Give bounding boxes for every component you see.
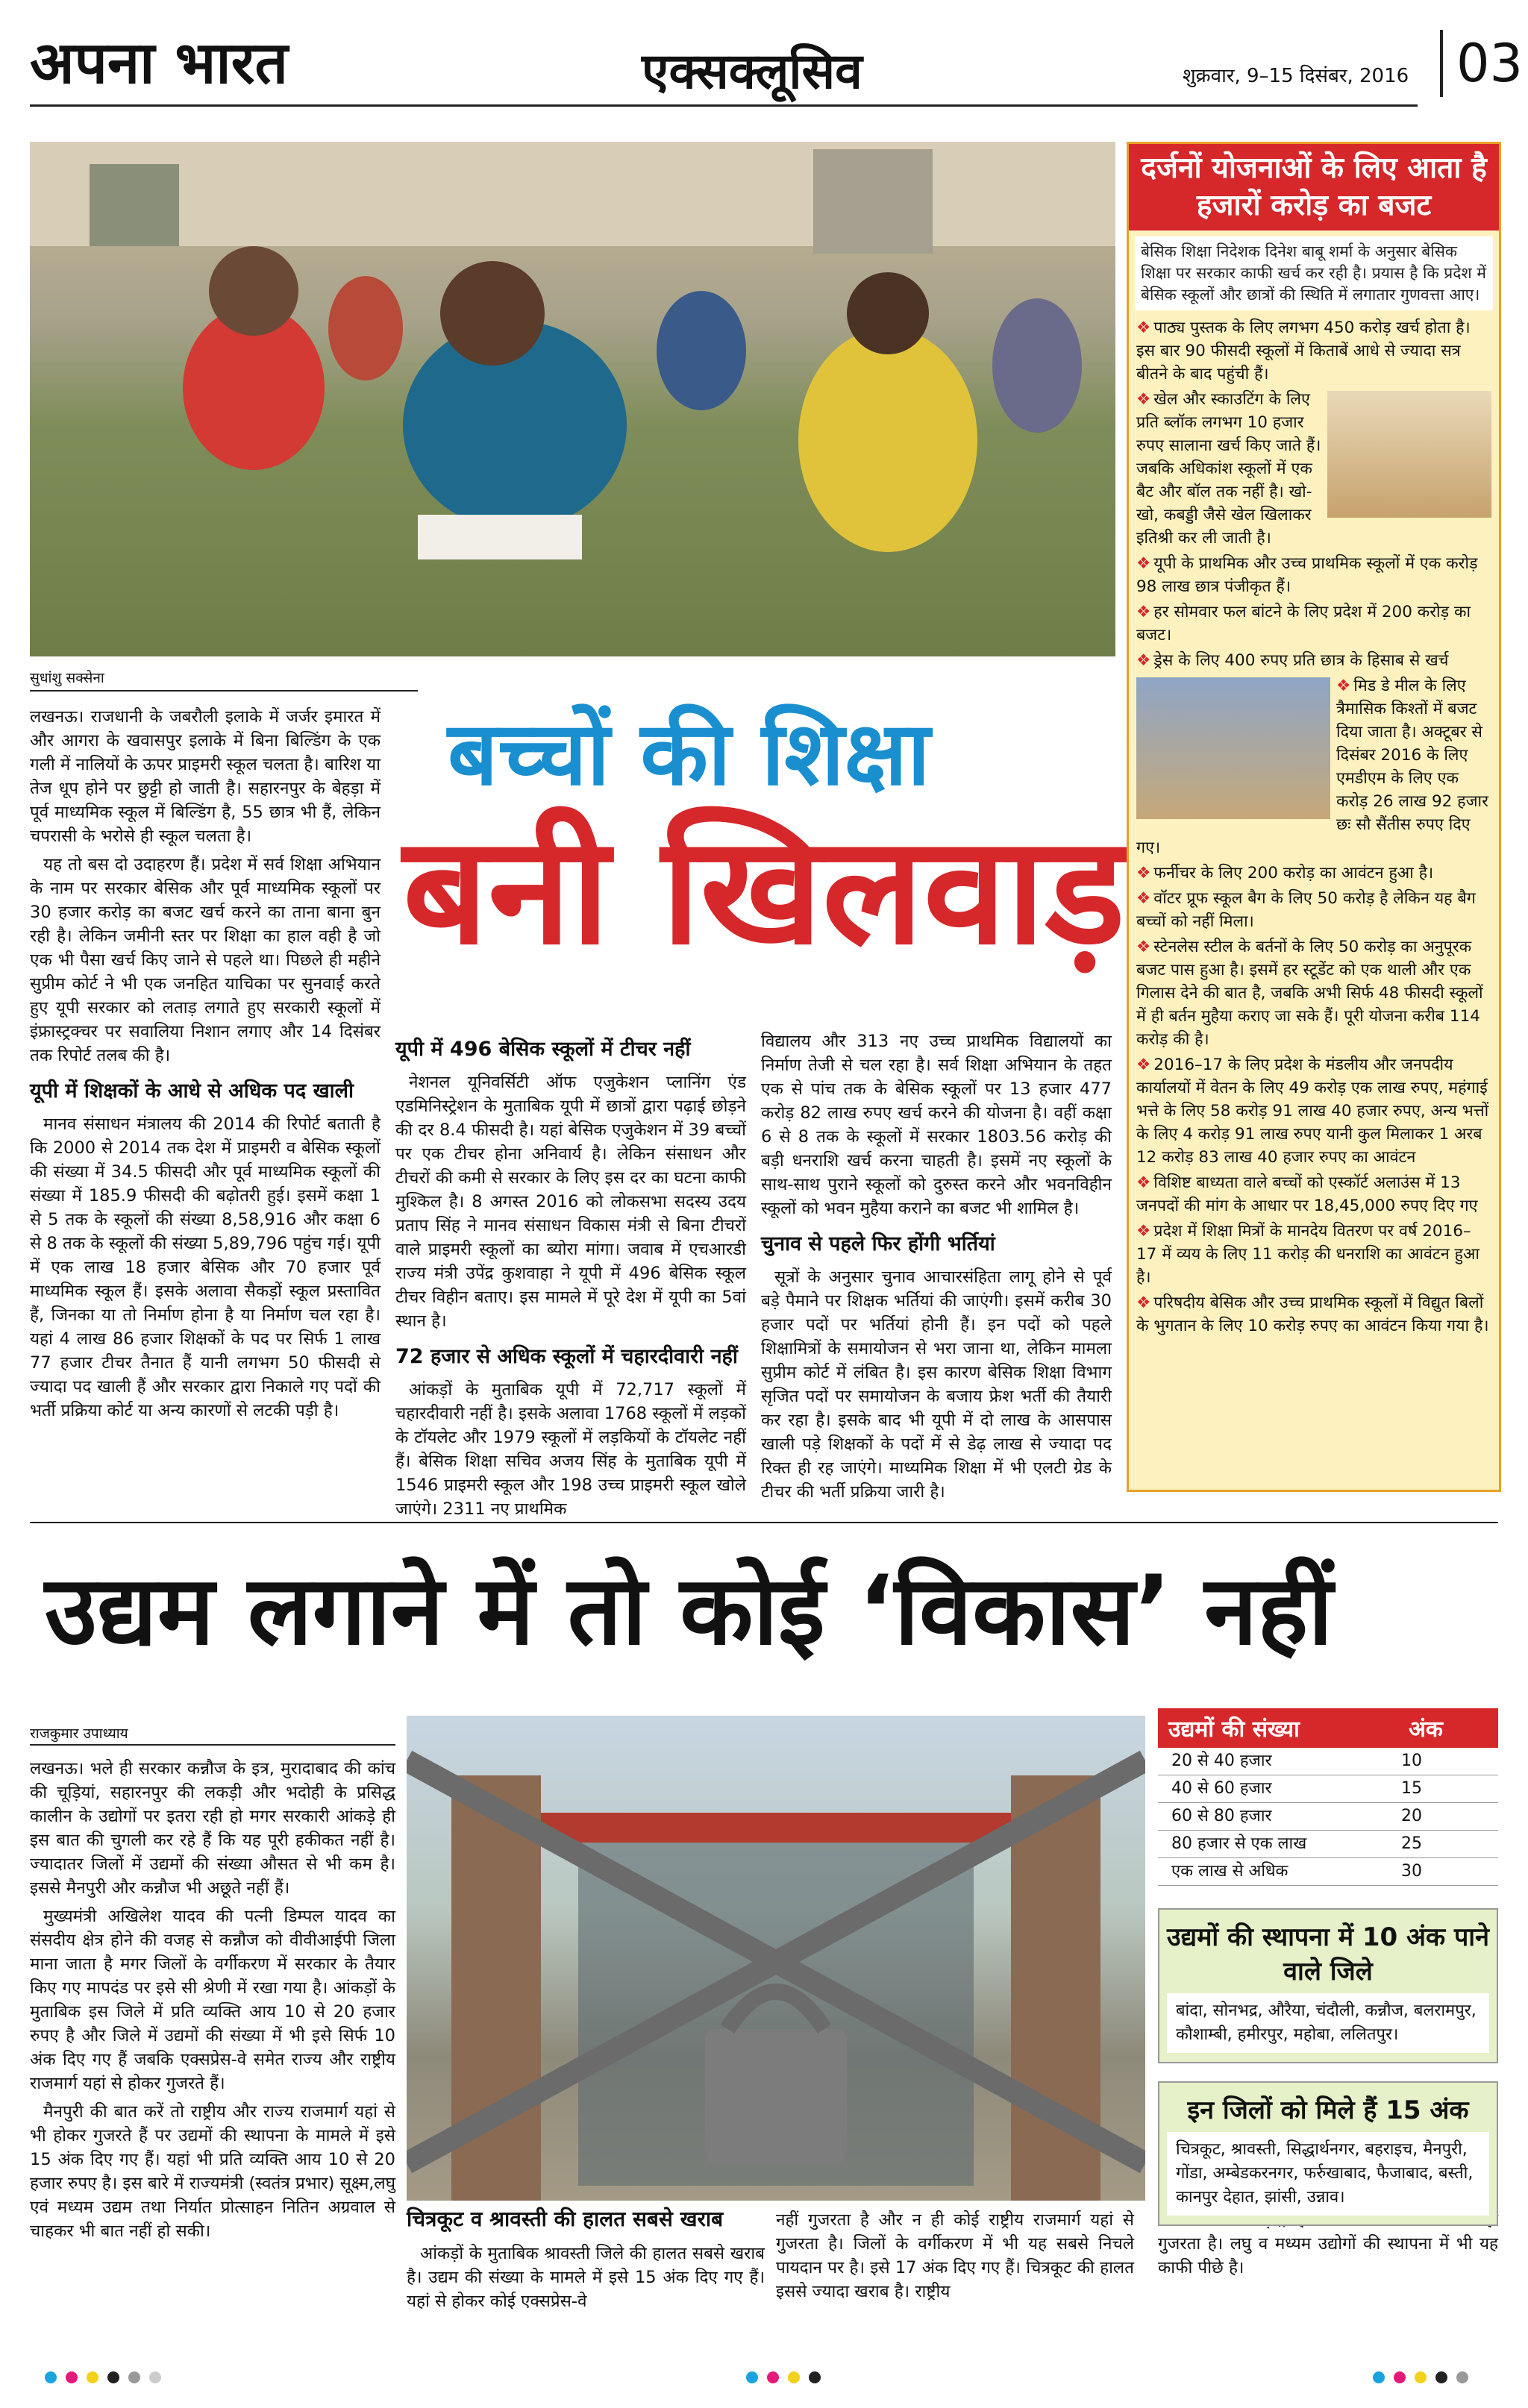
story2-col4-paragraph: गुजरता है। लघु व मध्यम उद्योगों की स्थापना में भी यह काफी पीछे है। (1158, 2234, 1498, 2277)
table-row (1158, 1831, 1498, 1858)
box-heading: उद्यमों की स्थापना में 10 अंक पाने वाले जिले (1167, 1922, 1489, 1987)
fifteen-points-box (1158, 2081, 1498, 2226)
byline-rule (30, 690, 418, 692)
story2-column2 (407, 2242, 765, 2318)
cyan-dot-icon (746, 2371, 758, 2383)
sidebar-heading: दर्जनों योजनाओं के लिए आता है हजारों करोड़ का बजट (1129, 144, 1499, 231)
table-cell: 80 हजार से एक लाख (1171, 1834, 1307, 1853)
box-body: चित्रकूट, श्रावस्ती, सिद्धार्थनगर, बहराइच, मैनपुरी, गोंडा, अम्बेडकरनगर, फर्रुखाबाद, फैजाबाद, बस्ती, कानपुर देहात, झांसी, उन्नाव। (1167, 2132, 1489, 2216)
registration-marks-right (1373, 2368, 1468, 2386)
table-row (1158, 1803, 1498, 1831)
box-heading: इन जिलों को मिले हैं 15 अंक (1187, 2095, 1469, 2125)
mid-day-meal-photo (1136, 677, 1330, 819)
page-number: 03 (1440, 30, 1523, 97)
sidebar-item: ❖ विशिष्ट बाध्यता वाले बच्चों को एस्कॉर्ट अलाउंस में 13 जनपदों की मांग के आधार पर 18,45,000 रुपए दिए गए (1136, 1173, 1478, 1215)
story2-column3 (776, 2208, 1134, 2308)
cyan-dot-icon (1373, 2371, 1385, 2383)
story1-col3-subheading: चुनाव से पहले फिर होंगी भर्तियां (761, 1232, 995, 1255)
box-body: बांदा, सोनभद्र, औरैया, चंदौली, कन्नौज, बलरामपुर, कौशाम्बी, हमीरपुर, महोबा, ललितपुर। (1167, 1993, 1489, 2053)
diamond-bullet-icon: ❖ (1136, 864, 1151, 882)
sidebar-item: ❖ वॉटर प्रूफ स्कूल बैग के लिए 50 करोड़ है लेकिन यह बैग बच्चों को नहीं मिला। (1136, 889, 1476, 931)
magenta-dot-icon (66, 2371, 78, 2383)
diamond-bullet-icon: ❖ (1136, 554, 1151, 573)
story2-col2-paragraph: आंकड़ों के मुताबिक श्रावस्ती जिले की हालत सबसे खराब है। उद्यम की संख्या के मामले में इसे 15 अंक दिए गए हैं। यहां से होकर कोई एक्सप्रेस-वे (407, 2244, 765, 2311)
diamond-bullet-icon: ❖ (1136, 319, 1151, 337)
story2-col1-paragraph: मैनपुरी की बात करें तो राष्ट्रीय और राज्य राजमार्ग यहां से भी होकर गुजरते हैं पर उद्यमों की स्थापना के मामले में इसे 15 अंक दिए गए हैं। यहां भी प्रति व्यक्ति आय 10 से 20 हजार रुपए है। इस बारे में राज्यमंत्री (स्वतंत्र प्रभार) सूक्ष्म,लघु एवं मध्यम उद्यम तथा निर्यात प्रोत्साहन नितिन अग्रवाल से चाहकर भी बात नहीं हो सकी। (30, 2102, 395, 2241)
locked-gate-photo (407, 1716, 1145, 2201)
table-header-cell: उद्यमों की संख्या (1168, 1716, 1300, 1743)
yellow-dot-icon (1415, 2371, 1427, 2383)
diamond-bullet-icon: ❖ (1136, 1056, 1151, 1074)
issue-date: शुक्रवार, 9–15 दिसंबर, 2016 (1183, 65, 1409, 87)
table-cell: 40 से 60 हजार (1171, 1779, 1272, 1798)
sidebar-item: ❖ परिषदीय बेसिक और उच्च प्राथमिक स्कूलों में विद्युत बिलों के भुगतान के लिए 10 करोड़ रुपए का आवंटन किया गया है। (1136, 1294, 1489, 1335)
story1-col2-subheading: यूपी में 496 बेसिक स्कूलों में टीचर नहीं (395, 1038, 691, 1061)
registration-marks-left (45, 2368, 161, 2386)
table-cell: 10 (1401, 1752, 1422, 1770)
children-classroom-photo (30, 142, 1115, 656)
story1-col1-subheading: यूपी में शिक्षकों के आधे से अधिक पद खाली (30, 1079, 354, 1103)
story1-column1 (30, 705, 381, 1427)
table-header-cell: अंक (1409, 1716, 1443, 1743)
newspaper-title: अपना भारत (30, 30, 288, 97)
table-cell: एक लाख से अधिक (1171, 1862, 1289, 1881)
registration-marks-center (746, 2368, 821, 2386)
story1-headline-line1: बच्चों की शिक्षा (448, 702, 930, 805)
sidebar-item: ❖ फर्नीचर के लिए 200 करोड़ का आवंटन हुआ है। (1136, 864, 1434, 882)
cyan-dot-icon (45, 2371, 57, 2383)
story2-col1-paragraph: लखनऊ। भले ही सरकार कन्नौज के इत्र, मुरादाबाद की कांच की चूड़ियां, सहारनपुर की लकड़ी और भदोही के प्रसिद्ध कालीन के उद्योगों पर इतरा रही हो मगर सरकारी आंकड़े ही इस बात की चुगली कर रहे हैं कि यह पूरी हकीकत नहीं है। ज्यादातर जिलों में उद्यमों की संख्या औसत से भी कम है। इससे मैनपुरी और कन्नौज भी अछूते नहीं हैं। (30, 1759, 395, 1898)
table-row (1158, 1775, 1498, 1803)
story1-headline-line2: बनी खिलवाड़ (403, 804, 1125, 978)
table-header (1158, 1708, 1498, 1748)
gray-dot-icon (1456, 2371, 1468, 2383)
black-dot-icon (107, 2371, 119, 2383)
table-cell: 15 (1401, 1779, 1422, 1798)
sidebar-item: ❖ मिड डे मील के लिए त्रैमासिक किश्तों में बजट दिया जाता है। अक्टूबर से दिसंबर 2016 के लिए एमडीएम के लिए एक करोड़ 26 लाख 92 हजार छः सौ सैंतीस रुपए दिए गए। (1136, 677, 1488, 857)
magenta-dot-icon (1394, 2371, 1406, 2383)
sidebar-item: ❖ स्टेनलेस स्टील के बर्तनों के लिए 50 करोड़ का अनुपूरक बजट पास हुआ है। इसमें हर स्टूडेंट को एक थाली और एक गिलास देने की बात है, जबकि अभी सिर्फ 48 फीसदी स्कूलों में ही बर्तन मुहैया कराए जा सके हैं। पूरी योजना करीब 114 करोड़ की है। (1136, 938, 1483, 1049)
story1-col1-paragraph: मानव संसाधन मंत्रालय की 2014 की रिपोर्ट बताती है कि 2000 से 2014 तक देश में प्राइमरी व बेसिक स्कूलों की संख्या में 34.5 फीसदी और पूर्व माध्यमिक स्कूलों की संख्या में 185.9 फीसदी की बढ़ोतरी हुई। इसमें कक्षा 1 से 5 तक के स्कूलों की संख्या 8,58,916 और कक्षा 6 से 8 तक के स्कूलों की संख्या 5,89,796 पहुंच गई। यूपी में एक लाख 18 हजार बेसिक और 70 हजार पूर्व माध्यमिक स्कूल हैं। इसके अलावा सैकड़ों स्कूल प्रस्तावित हैं, जिनका या तो निर्माण होना है या निर्माण चल रहा है। यहां 4 लाख 86 हजार शिक्षकों के पद पर सिर्फ 1 लाख 77 हजार टीचर तैनात हैं यानी लगभग 50 फीसदी से ज्यादा पद खाली हैं और सरकार द्वारा निकाले गए पदों की भर्ती प्रक्रिया कोर्ट या अन्य कारणों से लटकी पड़ी है। (30, 1114, 381, 1420)
black-dot-icon (1435, 2371, 1447, 2383)
magenta-dot-icon (767, 2371, 779, 2383)
masthead (30, 22, 1524, 104)
table-row (1158, 1858, 1498, 1886)
story1-col1-paragraph: यह तो बस दो उदाहरण हैं। प्रदेश में सर्व शिक्षा अभियान के नाम पर सरकार बेसिक और पूर्व माध्यमिक स्कूलों पर 30 हजार करोड़ का बजट खर्च करने का ताना बाना बुन रही है। लेकिन जमीनी स्तर पर शिक्षा का हाल वही है जो एक भी पैसा खर्च किए जाने से पहले था। पिछले ही महीने सुप्रीम कोर्ट ने भी एक जनहित याचिका पर सुनवाई करते हुए यूपी सरकार को लताड़ लगाते हुए सरकारी स्कूलों में इंफ्रास्ट्रक्चर पर सवालिया निशान लगाए और 14 दिसंबर तक रिपोर्ट तलब की है। (30, 855, 381, 1065)
sidebar-item: ❖ 2016–17 के लिए प्रदेश के मंडलीय और जनपदीय कार्यालयों में वेतन के लिए 49 करोड़ एक लाख रुपए, महंगाई भत्ते के लिए 58 करोड़ 91 लाख 40 हजार रुपए, अन्य भत्तों के लिए 4 करोड़ 91 लाख रुपए यानी कुल मिलाकर 1 अरब 12 करोड़ 83 लाख 40 हजार रुपए का आवंटन (1136, 1056, 1489, 1167)
sidebar-intro: बेसिक शिक्षा निदेशक दिनेश बाबू शर्मा के अनुसार बेसिक शिक्षा पर सरकार काफी खर्च कर रही है। प्रयास है कि प्रदेश में बेसिक स्कूलों और छात्रों की स्थिति में लगातार गुणवत्ता आए। (1135, 236, 1493, 310)
gray-dot-icon (128, 2371, 140, 2383)
children-playing-photo (1327, 391, 1491, 518)
sidebar-item: ❖ प्रदेश में शिक्षा मित्रों के मानदेय वितरण पर वर्ष 2016–17 में व्यय के लिए 11 करोड़ की धनराशि का आवंटन हुआ है। (1136, 1222, 1480, 1287)
table-cell: 30 (1401, 1862, 1422, 1881)
table-row (1158, 1748, 1498, 1775)
diamond-bullet-icon: ❖ (1136, 1294, 1151, 1312)
story2-byline: राजकुमार उपाध्याय (30, 1725, 128, 1742)
story1-col1-paragraph: लखनऊ। राजधानी के जबरौली इलाके में जर्जर इमारत में और आगरा के खवासपुर इलाके में बिना बिल्डिंग के एक गली में नालियों के ऊपर प्राइमरी स्कूल चलता है। बारिश या तेज धूप होने पर छुट्टी हो जाती है। सहारनपुर के बेहड़ा में पूर्व माध्यमिक स्कूल में बिल्डिंग है, 55 छात्र भी हैं, लेकिन चपरासी के भरोसे ही स्कूल चलता है। (30, 707, 381, 846)
table-cell: 25 (1401, 1834, 1422, 1853)
story2-headline: उद्यम लगाने में तो कोई ‘विकास’ नहीं (45, 1555, 1333, 1667)
story1-col2-paragraph: नेशनल यूनिवर्सिटी ऑफ एजुकेशन प्लानिंग एंड एडमिनिस्ट्रेशन के मुताबिक यूपी में छात्रों द्वारा पढ़ाई छोड़ने की दर 8.4 फीसदी है। यहां बेसिक एजुकेशन में 39 बच्चों पर एक टीचर होना अनिवार्य है। लेकिन संसाधन और टीचरों की कमी से सरकार के लिए इस दर का घटना काफी मुश्किल है। 8 अगस्त 2016 को लोकसभा सदस्य उदय प्रताप सिंह ने मानव संसाधन विकास मंत्री से बिना टीचरों वाले प्राइमरी स्कूलों का ब्योरा मांगा। जवाब में एचआरडी राज्य मंत्री उपेंद्र कुशवाहा ने यूपी में 496 बेसिक स्कूल टीचर विहीन बताए। इस मामले में पूरे देश में यूपी का 5वां स्थान है। (395, 1073, 746, 1331)
story1-byline: सुधांशु सक्सेना (30, 670, 104, 686)
table-cell: 20 से 40 हजार (1171, 1752, 1272, 1770)
yellow-dot-icon (87, 2371, 98, 2383)
story1-column2 (395, 1026, 746, 1526)
diamond-bullet-icon: ❖ (1136, 390, 1151, 409)
sidebar-item: ❖ यूपी के प्राथमिक और उच्च प्राथमिक स्कूलों में एक करोड़ 98 लाख छात्र पंजीकृत हैं। (1136, 554, 1478, 596)
table-cell: 20 (1401, 1807, 1422, 1825)
diamond-bullet-icon: ❖ (1136, 889, 1151, 908)
story1-col2-subheading: 72 हजार से अधिक स्कूलों में चहारदीवारी नहीं (395, 1345, 738, 1368)
sidebar-item: ❖ खेल और स्काउटिंग के लिए प्रति ब्लॉक लगभग 10 हजार रुपए सालाना खर्च किए जाते हैं। जबकि अधिकांश स्कूलों में एक बैट और बॉल तक नहीं है। खो-खो, कबड्डी जैसे खेल खिलाकर इतिश्री कर ली जाती है। (1136, 388, 1491, 550)
byline-rule (30, 1744, 395, 1746)
story2-col3-paragraph: नहीं गुजरता है और न ही कोई राष्ट्रीय राजमार्ग यहां से गुजरता है। जिलों के वर्गीकरण में भी यह सबसे निचले पायदान पर है। इसे 17 अंक दिए गए हैं। चित्रकूट की हालत इससे ज्यादा खराब है। राष्ट्रीय (776, 2210, 1134, 2301)
diamond-bullet-icon: ❖ (1136, 1222, 1151, 1241)
section-title: एक्सक्लूसिव (642, 43, 862, 100)
diamond-bullet-icon: ❖ (1136, 603, 1151, 621)
sidebar-list (1136, 316, 1491, 1338)
diamond-bullet-icon: ❖ (1136, 938, 1151, 956)
enterprise-score-table (1158, 1708, 1498, 2226)
diamond-bullet-icon: ❖ (1136, 1173, 1151, 1192)
photo-caption: चित्रकूट व श्रावस्ती की हालत सबसे खराब (407, 2207, 724, 2231)
yellow-dot-icon (788, 2371, 800, 2383)
gray-dot-icon (149, 2371, 161, 2383)
sidebar-item: ❖ पाठ्य पुस्तक के लिए लगभग 450 करोड़ खर्च होता है। इस बार 90 फीसदी स्कूलों में किताबें आधे से ज्यादा सत्र बीतने के बाद पहुंची हैं। (1136, 319, 1471, 383)
story2-col1-paragraph: मुख्यमंत्री अखिलेश यादव की पत्नी डिम्पल यादव का संसदीय क्षेत्र होने की वजह से कन्नौज को वीवीआईपी जिला माना जाता है मगर जिलों के वर्गीकरण में सरकार के तैयार किए गए मापदंड पर इसे सी श्रेणी में रखा गया है। आंकड़ों के मुताबिक इस जिले में प्रति व्यक्ति आय 10 से 20 हजार रुपए है और जिले में उद्यमों की संख्या में भी इसे सिर्फ 10 अंक दिए गए हैं जबकि एक्सप्रेस-वे समेत राज्य और राष्ट्रीय राजमार्ग यहां से होकर गुजरते हैं। (30, 1907, 395, 2093)
story1-col3-paragraph: सूत्रों के अनुसार चुनाव आचारसंहिता लागू होने से पूर्व बड़े पैमाने पर शिक्षक भर्तियां की जाएंगी। इसमें करीब 30 हजार पदों पर भर्तियां होनी हैं। इन पदों को पहले शिक्षामित्रों के समायोजन से भरा जाना था, लेकिन मामला सुप्रीम कोर्ट में लंबित है। इस कारण बेसिक शिक्षा विभाग सृजित पदों पर समायोजन के बजाय फ्रेश भर्ती की तैयारी कर रहा है। इसके बाद भी यूपी में दो लाख के आसपास खाली पड़े शिक्षकों के पदों में से डेढ़ लाख से ज्यादा पद रिक्त ही रह जाएंगे। माध्यमिक शिक्षा में भी एलटी ग्रेड के टीचर की भर्ती प्रक्रिया जारी है। (761, 1267, 1112, 1502)
budget-sidebar (1127, 142, 1501, 1492)
masthead-rule (30, 104, 1418, 107)
sidebar-item: ❖ ड्रेस के लिए 400 रुपए प्रति छात्र के हिसाब से खर्च (1136, 651, 1449, 670)
diamond-bullet-icon: ❖ (1136, 651, 1151, 670)
table-cell: 60 से 80 हजार (1171, 1807, 1272, 1825)
diamond-bullet-icon: ❖ (1336, 677, 1351, 695)
story1-column3 (761, 1029, 1112, 1508)
story2-column1 (30, 1757, 395, 2248)
story1-col3-paragraph: विद्यालय और 313 नए उच्च प्राथमिक विद्यालयों का निर्माण तेजी से चल रहा है। सर्व शिक्षा अभियान के तहत एक से पांच तक के बेसिक स्कूलों पर 13 हजार 477 करोड़ 82 लाख रुपए खर्च करने की योजना है। वहीं कक्षा 6 से 8 तक के स्कूलों में सरकार 1803.56 करोड़ की बड़ी धनराशि खर्च करना चाहती है। इसमें नए स्कूलों के साथ-साथ पुराने स्कूलों को दुरुस्त करने और भवनविहीन स्कूलों को भवन मुहैया कराने का बजट भी शामिल है। (761, 1032, 1112, 1218)
sidebar-item: ❖ हर सोमवार फल बांटने के लिए प्रदेश में 200 करोड़ का बजट। (1136, 603, 1471, 645)
black-dot-icon (809, 2371, 821, 2383)
story1-col2-paragraph: आंकड़ों के मुताबिक यूपी में 72,717 स्कूलों में चहारदीवारी नहीं है। इसके अलावा 1768 स्कूलों में लड़कों के टॉयलेट और 1979 स्कूलों में लड़कियों के टॉयलेट नहीं हैं। बेसिक शिक्षा सचिव अजय सिंह के मुताबिक यूपी में 1546 प्राइमरी स्कूल और 198 उच्च प्राइमरी स्कूल खोले जाएंगे। 2311 नए प्राथमिक (395, 1380, 746, 1519)
story-divider (30, 1522, 1498, 1523)
ten-points-box (1158, 1908, 1498, 2063)
